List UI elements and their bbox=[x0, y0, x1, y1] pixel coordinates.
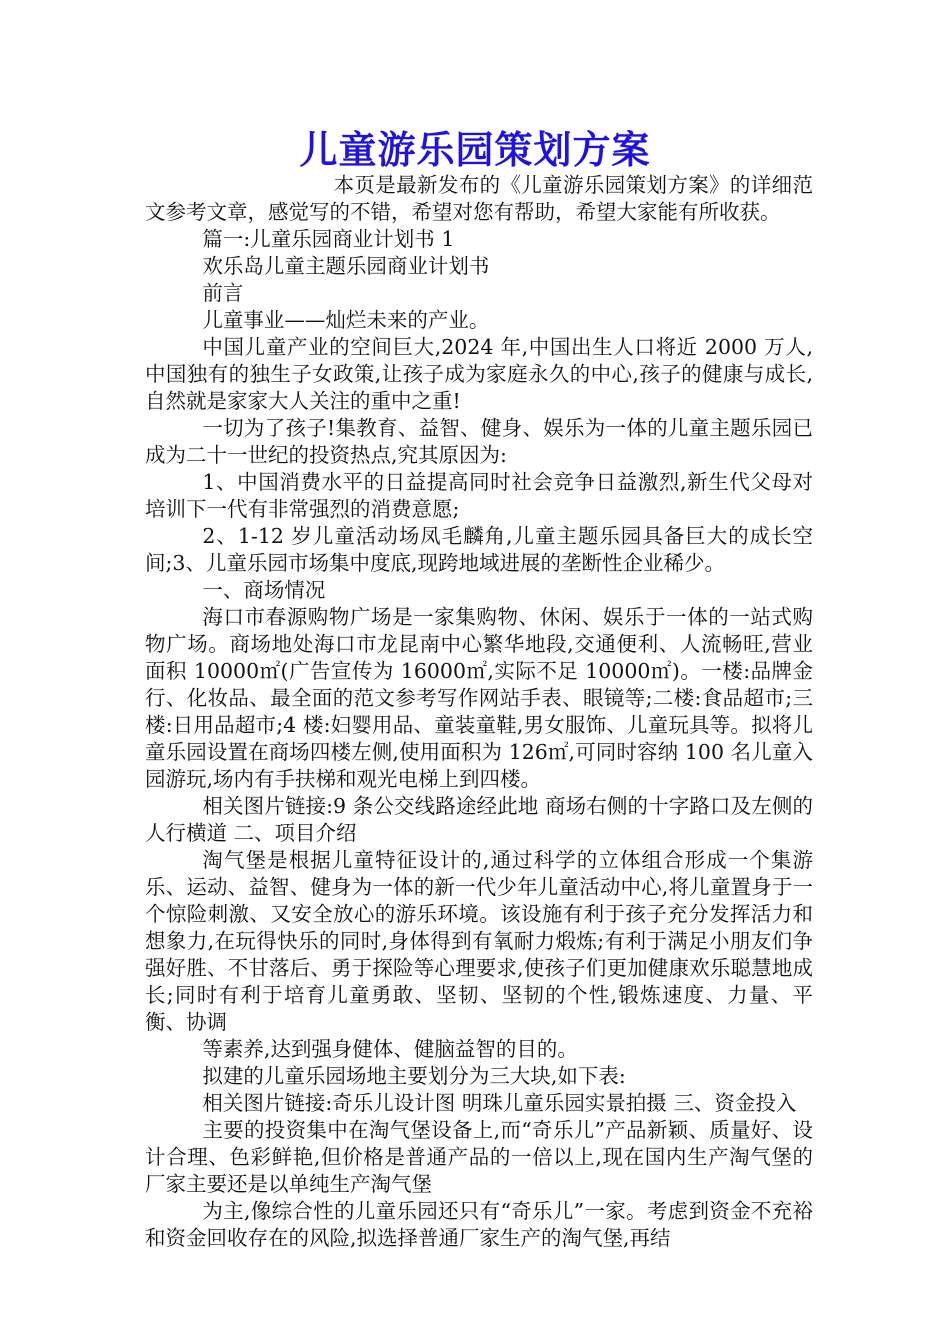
body-paragraph: 相关图片链接:9 条公交线路途经此地 商场右侧的十字路口及左侧的人行横道 二、项目介绍 bbox=[145, 794, 813, 845]
list-item: 1、中国消费水平的日益提高同时社会竞争日益激烈,新生代父母对培训下一代有非常强烈的消费意愿; bbox=[145, 470, 813, 521]
body-paragraph: 主要的投资集中在淘气堡设备上,而“奇乐儿”产品新颖、质量好、设计合理、色彩鲜艳,但价格是普通产品的一倍以上,现在国内生产淘气堡的厂家主要还是以单纯生产淘气堡 bbox=[145, 1118, 813, 1196]
section-heading: 前言 bbox=[202, 281, 244, 305]
intro-paragraph: 本页是最新发布的《儿童游乐园策划方案》的详细范文参考文章，感觉写的不错，希望对您有帮助，希望大家能有所收获。 bbox=[145, 173, 813, 224]
section-heading: 一、商场情况 bbox=[202, 578, 326, 602]
document-body bbox=[145, 172, 813, 1252]
body-paragraph: 为主,像综合性的儿童乐园还只有“奇乐儿”一家。考虑到资金不充裕和资金回收存在的风险,拟选择普通厂家生产的淘气堡,再结 bbox=[145, 1199, 813, 1250]
body-paragraph: 等素养,达到强身健体、健脑益智的目的。 bbox=[202, 1037, 578, 1061]
document-title: 儿童游乐园策划方案 bbox=[299, 127, 651, 172]
body-paragraph: 淘气堡是根据儿童特征设计的,通过科学的立体组合形成一个集游乐、运动、益智、健身为一体的新一代少年儿童活动中心,将儿童置身于一个惊险刺激、又安全放心的游乐环境。该设施有利于孩子充分发挥活力和想象力,在玩得快乐的同时,身体得到有氧耐力煅炼;有利于满足小朋友们争强好胜、不甘落后、勇于探险等心理要求,使孩子们更加健康欢乐聪慧地成长;同时有利于培育儿童勇敢、坚韧、坚韧的个性,锻炼速度、力量、平衡、协调 bbox=[145, 848, 813, 1034]
body-paragraph: 儿童事业——灿烂未来的产业。 bbox=[202, 308, 490, 332]
section-heading: 篇一:儿童乐园商业计划书 1 bbox=[202, 227, 455, 251]
section-heading: 欢乐岛儿童主题乐园商业计划书 bbox=[202, 254, 490, 278]
body-paragraph: 拟建的儿童乐园场地主要划分为三大块,如下表: bbox=[202, 1064, 626, 1088]
body-paragraph: 相关图片链接:奇乐儿设计图 明珠儿童乐园实景拍摄 三、资金投入 bbox=[202, 1091, 797, 1115]
list-item: 2、1-12 岁儿童活动场凤毛麟角,儿童主题乐园具备巨大的成长空间;3、儿童乐园市场集中度底,现跨地域进展的垄断性企业稀少。 bbox=[145, 524, 813, 575]
body-paragraph: 中国儿童产业的空间巨大,2024 年,中国出生人口将近 2000 万人,中国独有的独生子女政策,让孩子成为家庭永久的中心,孩子的健康与成长,自然就是家家大人关注的重中之重! bbox=[145, 335, 813, 413]
body-paragraph: 海口市春源购物广场是一家集购物、休闲、娱乐于一体的一站式购物广场。商场地处海口市龙昆南中心繁华地段,交通便利、人流畅旺,营业面积 10000㎡(广告宣传为 16000㎡,实际不足 10000㎡)。一楼:品牌金行、化妆品、最全面的范文参考写作网站手表、眼镜等;二楼:食品超市;三楼:日用品超市;4 楼:妇婴用品、童装童鞋,男女服饰、儿童玩具等。拟将儿童乐园设置在商场四楼左侧,使用面积为 126㎡,可同时容纳 100 名儿童入园游玩,场内有手扶梯和观光电梯上到四楼。 bbox=[145, 605, 813, 791]
body-paragraph: 一切为了孩子!集教育、益智、健身、娱乐为一体的儿童主题乐园已成为二十一世纪的投资热点,究其原因为: bbox=[145, 416, 813, 467]
